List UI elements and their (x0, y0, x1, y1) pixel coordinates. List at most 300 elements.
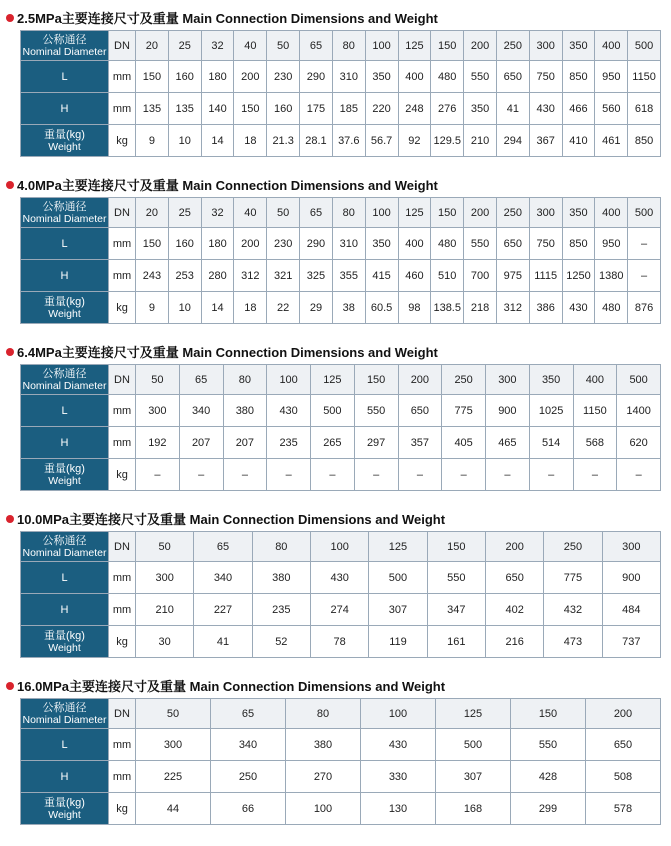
row-label-text: H (60, 269, 69, 282)
row-label-en: Nominal Diameter (22, 45, 107, 58)
value-cell: 250 (442, 365, 486, 395)
value-cell: 200 (485, 532, 543, 562)
value-cell: 135 (168, 93, 201, 125)
value-cell: 300 (136, 562, 194, 594)
row-label-text: H (60, 436, 69, 449)
value-cell: 850 (628, 125, 661, 157)
value-cell: 737 (602, 626, 660, 658)
value-cell: 578 (586, 793, 661, 825)
spec-section (0, 511, 671, 671)
section-title (6, 177, 438, 195)
value-cell: 161 (427, 626, 485, 658)
value-cell: 310 (332, 61, 365, 93)
value-cell: 207 (179, 427, 223, 459)
value-cell: 312 (234, 260, 267, 292)
value-cell: 480 (595, 292, 628, 324)
value-cell: 500 (628, 198, 661, 228)
value-cell: 550 (354, 395, 398, 427)
value-cell: 56.7 (365, 125, 398, 157)
row-label (21, 626, 109, 658)
value-cell: 192 (136, 427, 180, 459)
value-cell: 350 (365, 228, 398, 260)
value-cell: 44 (136, 793, 211, 825)
value-cell: 150 (136, 228, 169, 260)
value-cell: 65 (211, 699, 286, 729)
height-row (21, 594, 661, 626)
value-cell: 650 (398, 395, 442, 427)
value-cell: 325 (300, 260, 333, 292)
value-cell: 21.3 (267, 125, 300, 157)
value-cell: 290 (300, 61, 333, 93)
value-cell: 80 (286, 699, 361, 729)
spec-table (20, 197, 661, 324)
row-label (21, 729, 109, 761)
row-label (21, 761, 109, 793)
value-cell: 350 (562, 198, 595, 228)
spec-section (0, 10, 671, 170)
height-row (21, 93, 661, 125)
value-cell: 473 (544, 626, 602, 658)
value-cell: 430 (361, 729, 436, 761)
spec-table (20, 698, 661, 825)
value-cell: 508 (586, 761, 661, 793)
nominal-diameter-row (21, 198, 661, 228)
value-cell: 900 (486, 395, 530, 427)
value-cell: 312 (496, 292, 529, 324)
section-title (6, 10, 438, 28)
spec-section (0, 344, 671, 504)
row-label-text: L (61, 404, 68, 417)
value-cell: 98 (398, 292, 431, 324)
value-cell: 950 (595, 61, 628, 93)
value-cell: 52 (252, 626, 310, 658)
row-label-text: H (60, 102, 69, 115)
value-cell: 950 (595, 228, 628, 260)
value-cell: 514 (529, 427, 573, 459)
unit-cell: DN (109, 198, 136, 228)
value-cell: – (398, 459, 442, 491)
value-cell: 900 (602, 562, 660, 594)
value-cell: 235 (267, 427, 311, 459)
value-cell: 216 (485, 626, 543, 658)
value-cell: 65 (300, 198, 333, 228)
red-bullet-icon (6, 181, 14, 189)
value-cell: 430 (562, 292, 595, 324)
value-cell: 300 (136, 395, 180, 427)
value-cell: 125 (398, 31, 431, 61)
value-cell: 248 (398, 93, 431, 125)
value-cell: 400 (595, 31, 628, 61)
value-cell: 78 (310, 626, 368, 658)
value-cell: 850 (562, 61, 595, 93)
value-cell: 300 (529, 31, 562, 61)
unit-cell: kg (109, 793, 136, 825)
value-cell: 140 (201, 93, 234, 125)
value-cell: 400 (398, 61, 431, 93)
value-cell: 200 (464, 31, 497, 61)
value-cell: 428 (511, 761, 586, 793)
row-label-text: H (60, 603, 69, 616)
value-cell: 380 (252, 562, 310, 594)
row-label-text: L (61, 738, 68, 751)
row-label (21, 532, 109, 562)
row-label (21, 198, 109, 228)
row-label-cn: 公称通径 (42, 701, 87, 714)
row-label (21, 562, 109, 594)
value-cell: 500 (617, 365, 661, 395)
value-cell: 60.5 (365, 292, 398, 324)
value-cell: 250 (496, 198, 529, 228)
section-title (6, 344, 438, 362)
weight-row (21, 459, 661, 491)
unit-cell: DN (109, 31, 136, 61)
section-title-text: 6.4MPa主要连接尺寸及重量 Main Connection Dimensions and Weight (17, 345, 438, 360)
value-cell: 230 (267, 61, 300, 93)
value-cell: 66 (211, 793, 286, 825)
length-row (21, 562, 661, 594)
value-cell: 150 (136, 61, 169, 93)
unit-cell: DN (109, 532, 136, 562)
red-bullet-icon (6, 515, 14, 523)
value-cell: 243 (136, 260, 169, 292)
value-cell: 432 (544, 594, 602, 626)
value-cell: 276 (431, 93, 464, 125)
value-cell: 465 (486, 427, 530, 459)
value-cell: – (529, 459, 573, 491)
value-cell: 20 (136, 31, 169, 61)
weight-row (21, 292, 661, 324)
value-cell: 100 (267, 365, 311, 395)
value-cell: 235 (252, 594, 310, 626)
value-cell: – (486, 459, 530, 491)
row-label (21, 427, 109, 459)
value-cell: 100 (310, 532, 368, 562)
value-cell: 750 (529, 61, 562, 93)
value-cell: 129.5 (431, 125, 464, 157)
value-cell: 80 (223, 365, 267, 395)
value-cell: 355 (332, 260, 365, 292)
value-cell: 230 (267, 228, 300, 260)
row-label (21, 365, 109, 395)
value-cell: 100 (365, 198, 398, 228)
value-cell: 466 (562, 93, 595, 125)
row-label (21, 228, 109, 260)
value-cell: – (223, 459, 267, 491)
row-label-en: Weight (48, 474, 81, 487)
row-label (21, 61, 109, 93)
row-label-en: Nominal Diameter (22, 713, 107, 726)
row-label-cn: 公称通径 (42, 367, 87, 380)
value-cell: – (179, 459, 223, 491)
row-label-cn: 公称通径 (42, 534, 87, 547)
row-label-en: Weight (48, 307, 81, 320)
value-cell: 200 (586, 699, 661, 729)
row-label (21, 793, 109, 825)
value-cell: 650 (496, 228, 529, 260)
value-cell: 265 (311, 427, 355, 459)
value-cell: 150 (431, 198, 464, 228)
row-label-cn: 重量(kg) (44, 629, 85, 642)
nominal-diameter-row (21, 365, 661, 395)
red-bullet-icon (6, 682, 14, 690)
value-cell: 125 (436, 699, 511, 729)
value-cell: 297 (354, 427, 398, 459)
row-label (21, 292, 109, 324)
value-cell: 400 (398, 228, 431, 260)
value-cell: 168 (436, 793, 511, 825)
section-title (6, 511, 445, 529)
spec-table (20, 364, 661, 491)
value-cell: 125 (398, 198, 431, 228)
value-cell: 1400 (617, 395, 661, 427)
value-cell: 227 (194, 594, 252, 626)
value-cell: 307 (369, 594, 427, 626)
row-label-en: Nominal Diameter (22, 212, 107, 225)
unit-cell: kg (109, 292, 136, 324)
weight-row (21, 626, 661, 658)
value-cell: 250 (496, 31, 529, 61)
value-cell: 550 (464, 228, 497, 260)
value-cell: 480 (431, 61, 464, 93)
weight-row (21, 125, 661, 157)
value-cell: 253 (168, 260, 201, 292)
value-cell: 1150 (628, 61, 661, 93)
value-cell: 500 (369, 562, 427, 594)
value-cell: 307 (436, 761, 511, 793)
value-cell: 28.1 (300, 125, 333, 157)
value-cell: 29 (300, 292, 333, 324)
unit-cell: mm (109, 228, 136, 260)
value-cell: 41 (496, 93, 529, 125)
value-cell: – (442, 459, 486, 491)
value-cell: 876 (628, 292, 661, 324)
weight-row (21, 793, 661, 825)
value-cell: 22 (267, 292, 300, 324)
row-label-en: Nominal Diameter (22, 379, 107, 392)
value-cell: 775 (544, 562, 602, 594)
value-cell: 160 (267, 93, 300, 125)
unit-cell: mm (109, 427, 136, 459)
value-cell: 32 (201, 198, 234, 228)
spec-table (20, 531, 661, 658)
value-cell: 80 (332, 31, 365, 61)
value-cell: 850 (562, 228, 595, 260)
value-cell: 620 (617, 427, 661, 459)
value-cell: 367 (529, 125, 562, 157)
value-cell: 200 (398, 365, 442, 395)
red-bullet-icon (6, 14, 14, 22)
value-cell: 300 (602, 532, 660, 562)
value-cell: 274 (310, 594, 368, 626)
value-cell: 210 (136, 594, 194, 626)
value-cell: 347 (427, 594, 485, 626)
row-label (21, 125, 109, 157)
value-cell: 350 (365, 61, 398, 93)
value-cell: 299 (511, 793, 586, 825)
value-cell: 410 (562, 125, 595, 157)
length-row (21, 395, 661, 427)
value-cell: 40 (234, 198, 267, 228)
value-cell: 119 (369, 626, 427, 658)
value-cell: 138.5 (431, 292, 464, 324)
value-cell: 135 (136, 93, 169, 125)
value-cell: – (617, 459, 661, 491)
value-cell: 100 (286, 793, 361, 825)
row-label-cn: 公称通径 (42, 33, 87, 46)
value-cell: 14 (201, 125, 234, 157)
spec-section (0, 678, 671, 838)
value-cell: 340 (211, 729, 286, 761)
unit-cell: mm (109, 260, 136, 292)
value-cell: – (267, 459, 311, 491)
value-cell: 1025 (529, 395, 573, 427)
value-cell: 290 (300, 228, 333, 260)
value-cell: 321 (267, 260, 300, 292)
value-cell: 9 (136, 292, 169, 324)
value-cell: 150 (427, 532, 485, 562)
value-cell: – (573, 459, 617, 491)
row-label-cn: 重量(kg) (44, 295, 85, 308)
value-cell: 300 (136, 729, 211, 761)
row-label-text: H (60, 770, 69, 783)
value-cell: 1150 (573, 395, 617, 427)
spec-section (0, 177, 671, 337)
value-cell: 350 (562, 31, 595, 61)
row-label (21, 699, 109, 729)
section-title-text: 2.5MPa主要连接尺寸及重量 Main Connection Dimensions and Weight (17, 11, 438, 26)
row-label-text: L (61, 237, 68, 250)
value-cell: 650 (496, 61, 529, 93)
unit-cell: kg (109, 125, 136, 157)
value-cell: 500 (628, 31, 661, 61)
value-cell: 20 (136, 198, 169, 228)
section-title-text: 10.0MPa主要连接尺寸及重量 Main Connection Dimensions and Weight (17, 512, 446, 527)
row-label-cn: 公称通径 (42, 200, 87, 213)
value-cell: 340 (179, 395, 223, 427)
value-cell: 50 (267, 198, 300, 228)
length-row (21, 61, 661, 93)
value-cell: 200 (234, 61, 267, 93)
height-row (21, 761, 661, 793)
value-cell: 340 (194, 562, 252, 594)
unit-cell: DN (109, 365, 136, 395)
value-cell: 430 (529, 93, 562, 125)
row-label-en: Weight (48, 808, 81, 821)
value-cell: 568 (573, 427, 617, 459)
value-cell: 225 (136, 761, 211, 793)
value-cell: 210 (464, 125, 497, 157)
value-cell: 386 (529, 292, 562, 324)
value-cell: 700 (464, 260, 497, 292)
spec-table (20, 30, 661, 157)
row-label-en: Weight (48, 641, 81, 654)
value-cell: 65 (194, 532, 252, 562)
value-cell: 300 (486, 365, 530, 395)
value-cell: 380 (223, 395, 267, 427)
unit-cell: mm (109, 729, 136, 761)
value-cell: 100 (361, 699, 436, 729)
value-cell: 50 (136, 365, 180, 395)
value-cell: 650 (586, 729, 661, 761)
value-cell: 218 (464, 292, 497, 324)
value-cell: 37.6 (332, 125, 365, 157)
value-cell: 415 (365, 260, 398, 292)
value-cell: 40 (234, 31, 267, 61)
red-bullet-icon (6, 348, 14, 356)
value-cell: 461 (595, 125, 628, 157)
value-cell: 510 (431, 260, 464, 292)
value-cell: 92 (398, 125, 431, 157)
value-cell: 405 (442, 427, 486, 459)
value-cell: 150 (431, 31, 464, 61)
row-label (21, 260, 109, 292)
value-cell: 160 (168, 228, 201, 260)
value-cell: 294 (496, 125, 529, 157)
value-cell: – (136, 459, 180, 491)
value-cell: 330 (361, 761, 436, 793)
value-cell: – (628, 260, 661, 292)
value-cell: 18 (234, 292, 267, 324)
value-cell: 1380 (595, 260, 628, 292)
height-row (21, 427, 661, 459)
value-cell: 150 (354, 365, 398, 395)
value-cell: 650 (485, 562, 543, 594)
nominal-diameter-row (21, 699, 661, 729)
value-cell: – (311, 459, 355, 491)
unit-cell: DN (109, 699, 136, 729)
value-cell: 430 (310, 562, 368, 594)
row-label-cn: 重量(kg) (44, 128, 85, 141)
value-cell: 270 (286, 761, 361, 793)
value-cell: 300 (529, 198, 562, 228)
value-cell: 125 (369, 532, 427, 562)
unit-cell: mm (109, 93, 136, 125)
unit-cell: mm (109, 395, 136, 427)
value-cell: 775 (442, 395, 486, 427)
row-label-text: L (61, 70, 68, 83)
value-cell: 310 (332, 228, 365, 260)
value-cell: 30 (136, 626, 194, 658)
row-label-en: Weight (48, 140, 81, 153)
value-cell: 185 (332, 93, 365, 125)
nominal-diameter-row (21, 31, 661, 61)
value-cell: 18 (234, 125, 267, 157)
value-cell: 80 (252, 532, 310, 562)
height-row (21, 260, 661, 292)
length-row (21, 729, 661, 761)
unit-cell: kg (109, 626, 136, 658)
section-title-text: 16.0MPa主要连接尺寸及重量 Main Connection Dimensions and Weight (17, 679, 446, 694)
value-cell: 200 (234, 228, 267, 260)
section-title (6, 678, 445, 696)
section-title-text: 4.0MPa主要连接尺寸及重量 Main Connection Dimensions and Weight (17, 178, 438, 193)
value-cell: 550 (511, 729, 586, 761)
value-cell: 480 (431, 228, 464, 260)
value-cell: 400 (595, 198, 628, 228)
value-cell: 220 (365, 93, 398, 125)
value-cell: 207 (223, 427, 267, 459)
row-label-cn: 重量(kg) (44, 462, 85, 475)
value-cell: 50 (136, 532, 194, 562)
row-label (21, 395, 109, 427)
value-cell: 250 (544, 532, 602, 562)
value-cell: 618 (628, 93, 661, 125)
nominal-diameter-row (21, 532, 661, 562)
value-cell: 25 (168, 198, 201, 228)
value-cell: 80 (332, 198, 365, 228)
value-cell: 550 (427, 562, 485, 594)
value-cell: 180 (201, 228, 234, 260)
